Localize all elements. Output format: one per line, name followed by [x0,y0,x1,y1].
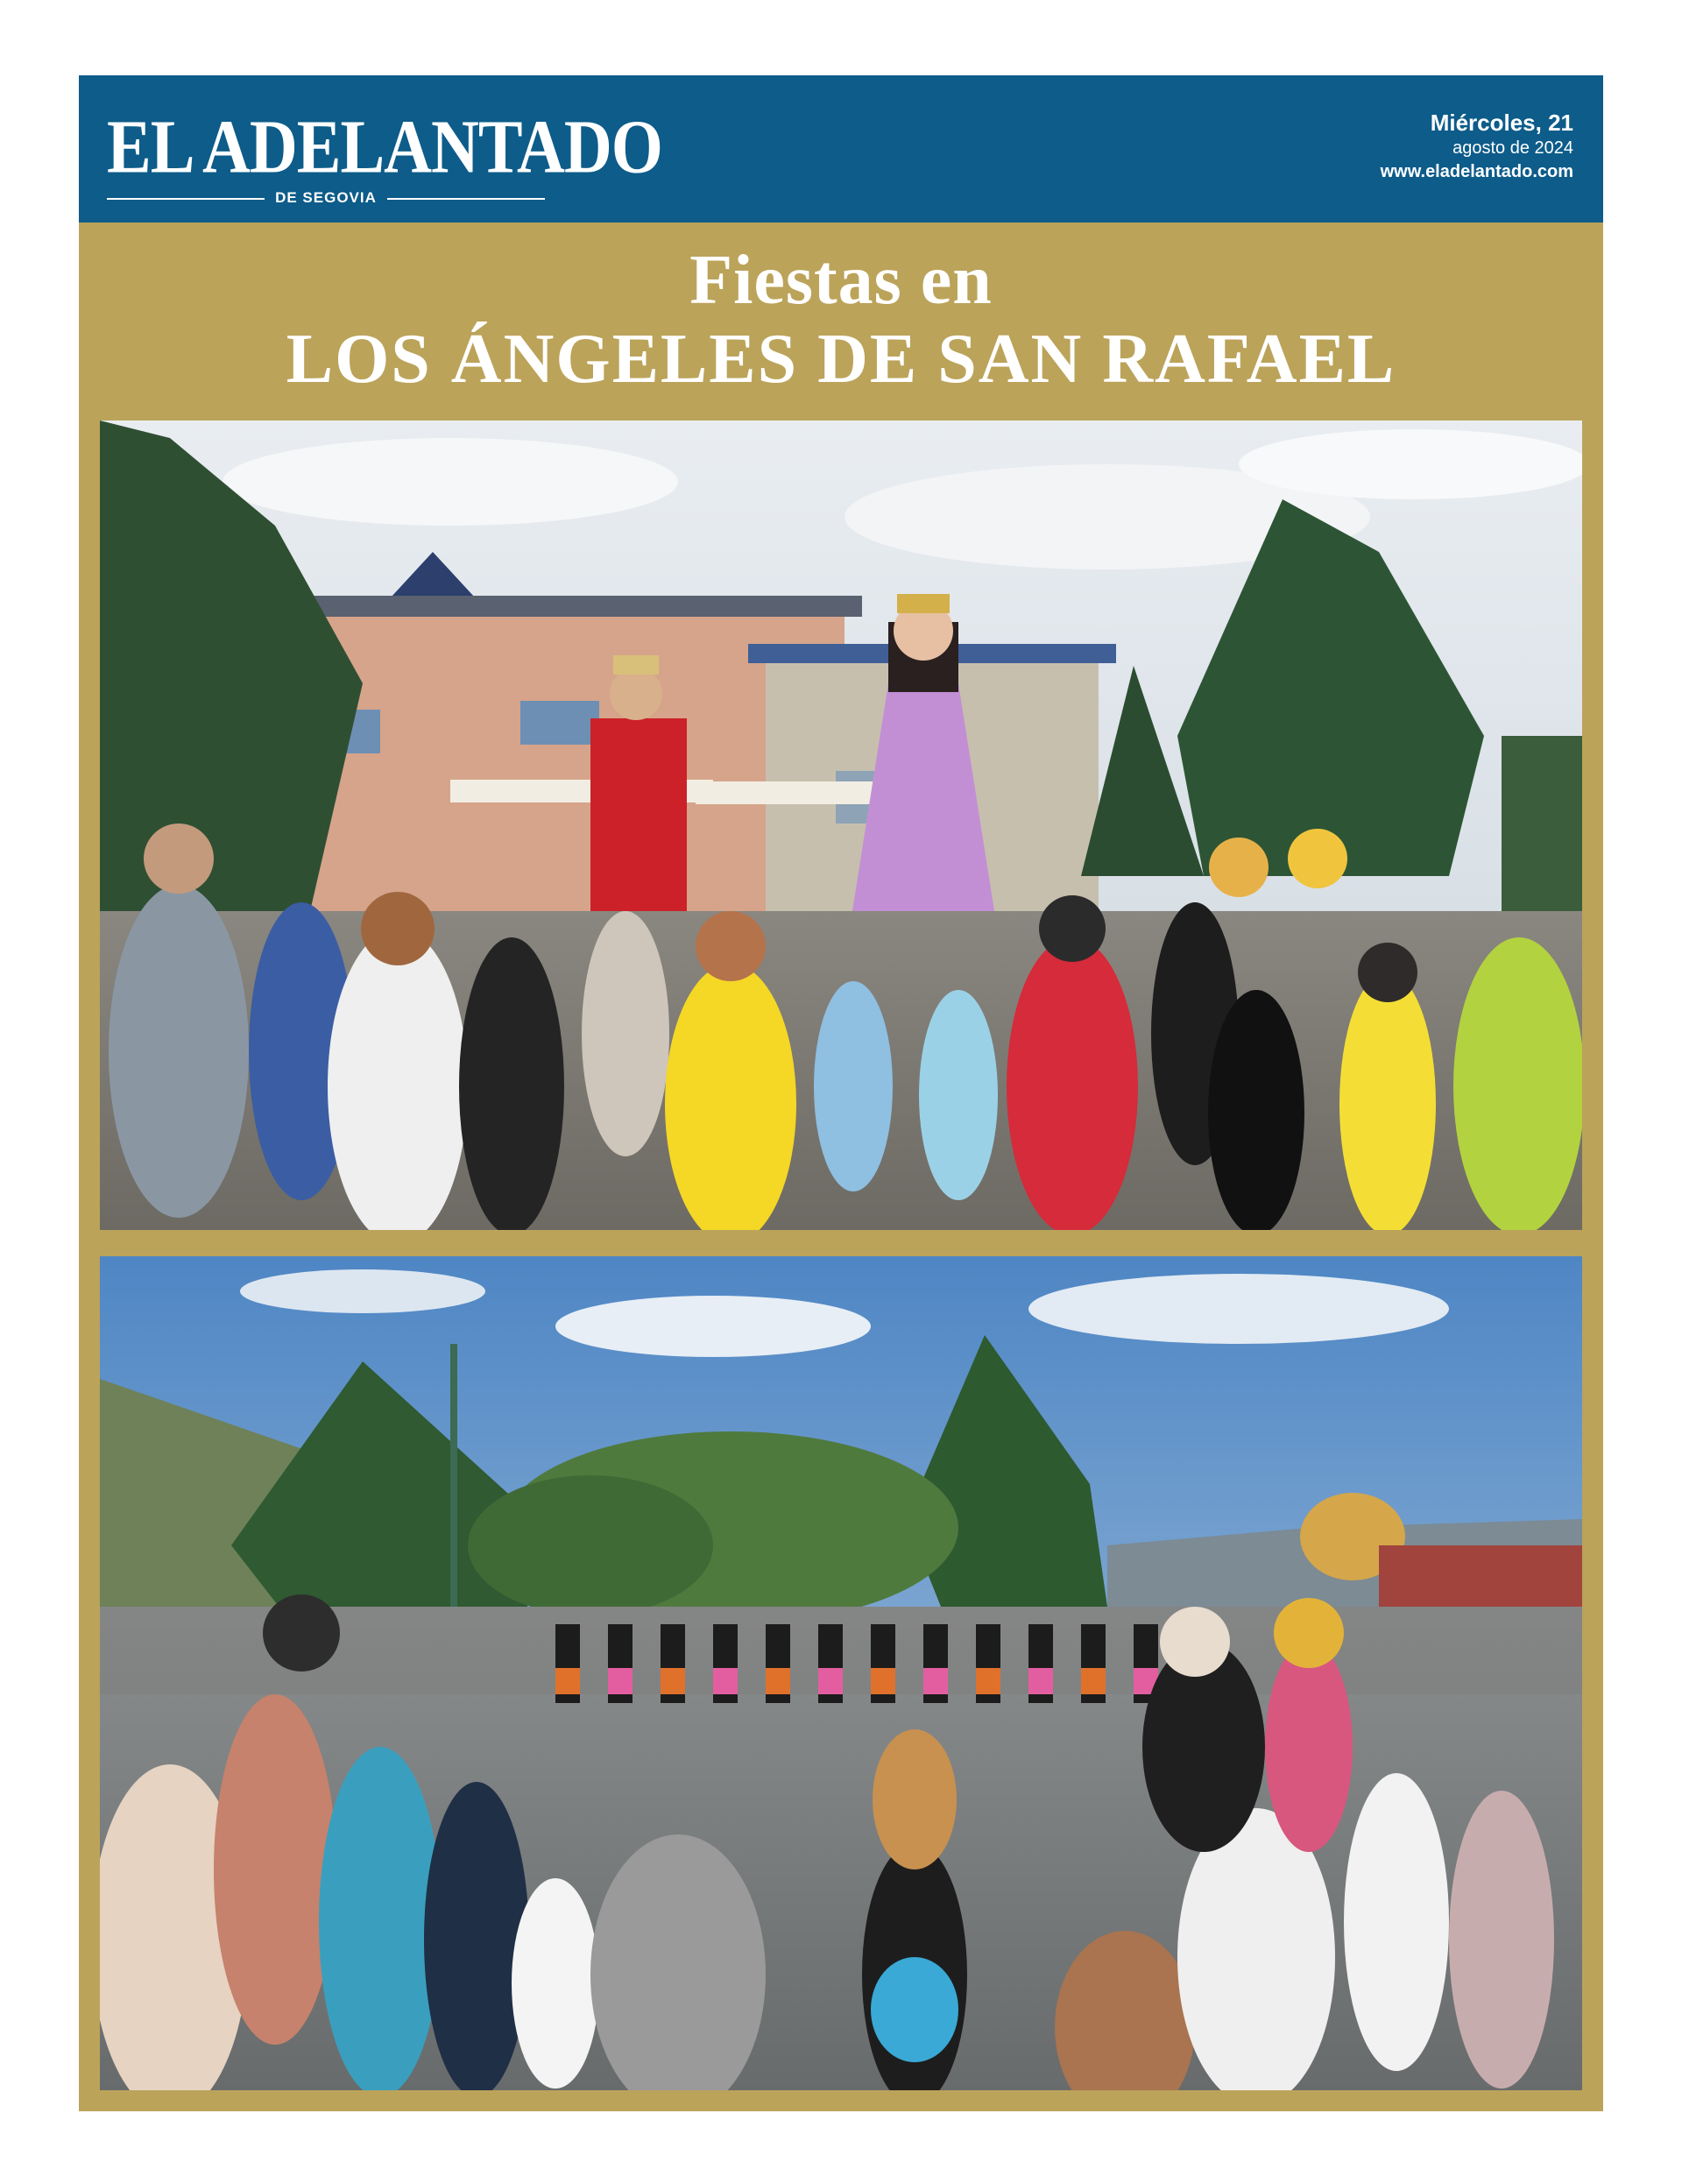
feature-panel [79,223,1603,2111]
logo-subtitle: DE SEGOVIA [275,189,377,206]
date-block [1381,109,1573,184]
date-day: Miércoles, 21 [1430,110,1573,136]
logo-rule-right [387,198,545,200]
photo-circle-dance-image [100,1256,1582,2090]
photo-giants-parade [100,421,1582,1230]
logo-subtitle-row [107,189,545,207]
newspaper-logo [107,104,662,206]
website-link[interactable]: www.eladelantado.com [1380,162,1573,181]
headline [79,242,1603,399]
masthead [79,75,1603,223]
headline-line-1: Fiestas en [689,242,993,319]
photo-circle-dance [100,1256,1582,2090]
logo-title: EL ADELANTADO [107,104,662,189]
photo-giants-parade-image [100,421,1582,1230]
headline-line-2: LOS ÁNGELES DE SAN RAFAEL [286,321,1396,398]
date-month-year: agosto de 2024 [1452,138,1573,158]
